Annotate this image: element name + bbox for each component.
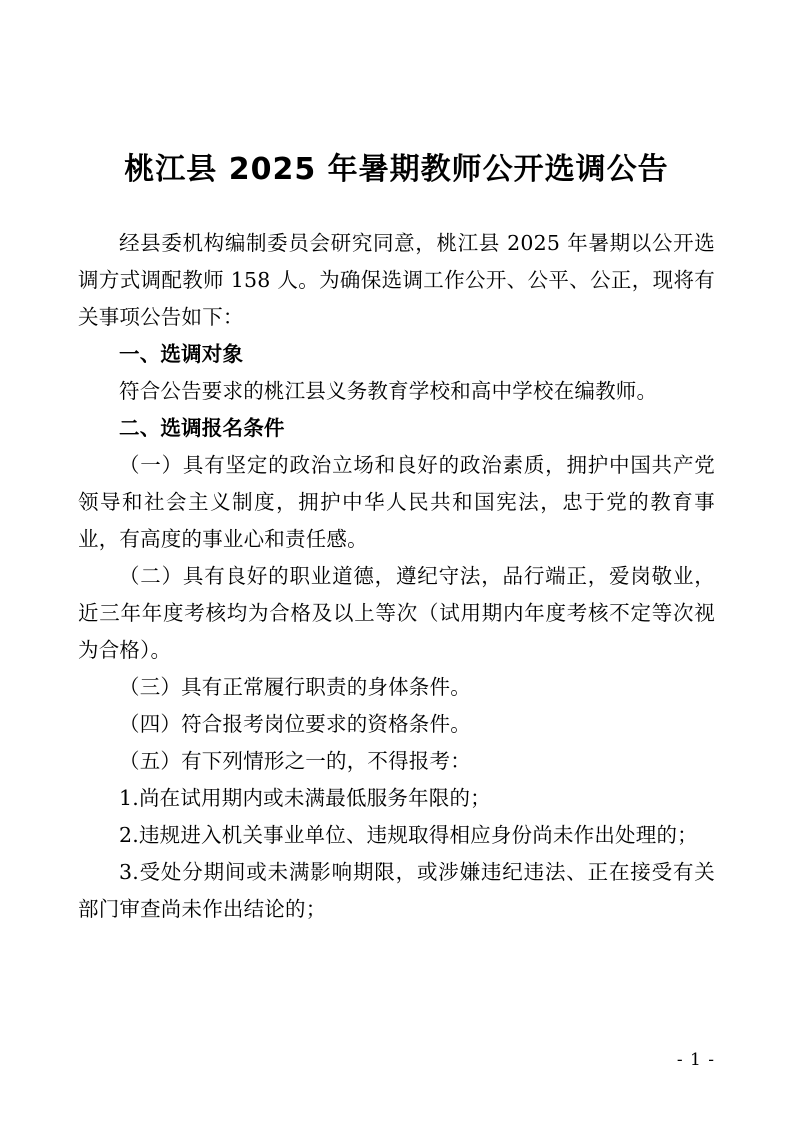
paragraph-sub-item-2: 2.违规进入机关事业单位、违规取得相应身份尚未作出处理的；: [119, 823, 698, 847]
paragraph-item-2: （二）具有良好的职业道德，遵纪守法，品行端正，爱岗敬业，近三年年度考核均为合格及以上等次（试用期内年度考核不定等次视为合格）。: [78, 564, 715, 662]
paragraph-section1-body: 符合公告要求的桃江县义务教育学校和高中学校在编教师。: [119, 379, 658, 403]
paragraph-item-4: （四）符合报考岗位要求的资格条件。: [119, 712, 471, 736]
section-heading-1: 一、选调对象: [119, 342, 244, 366]
page-number: - 1 -: [676, 1050, 715, 1070]
paragraph-sub-item-1: 1.尚在试用期内或未满最低服务年限的；: [119, 786, 491, 810]
paragraph-item-5: （五）有下列情形之一的，不得报考：: [119, 749, 471, 773]
paragraph-sub-item-3: 3.受处分期间或未满影响期限，或涉嫌违纪违法、正在接受有关部门审查尚未作出结论的；: [78, 860, 715, 921]
paragraph-intro: 经县委机构编制委员会研究同意，桃江县 2025 年暑期以公开选调方式调配教师 158 人。为确保选调工作公开、公平、公正，现将有关事项公告如下：: [78, 231, 715, 329]
section-heading-2: 二、选调报名条件: [119, 416, 285, 440]
paragraph-item-1: （一）具有坚定的政治立场和良好的政治素质，拥护中国共产党领导和社会主义制度，拥护中华人民共和国宪法，忠于党的教育事业，有高度的事业心和责任感。: [78, 453, 715, 551]
page-title: 桃江县 2025 年暑期教师公开选调公告: [124, 152, 669, 187]
paragraph-item-3: （三）具有正常履行职责的身体条件。: [119, 675, 471, 699]
